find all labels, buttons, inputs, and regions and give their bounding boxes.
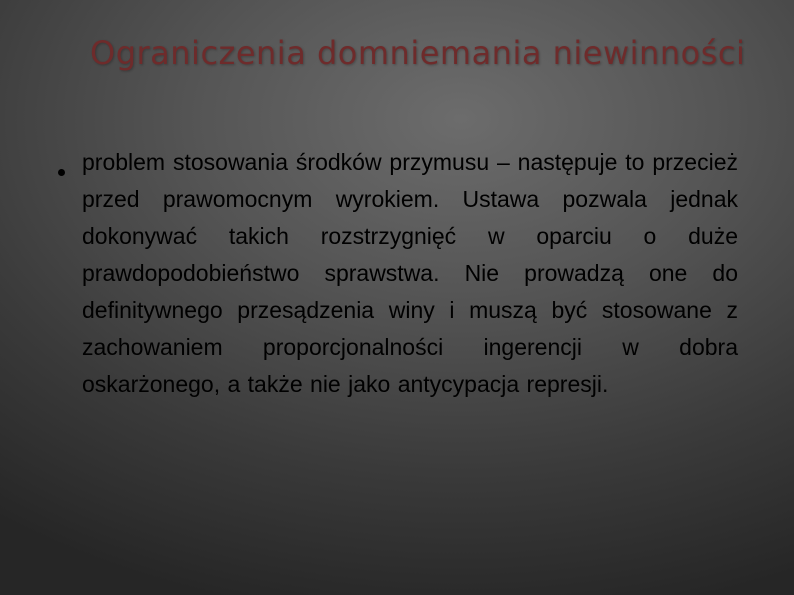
bullet-dot-icon [58,169,65,176]
bullet-text: problem stosowania środków przymusu – następuje to przecież przed prawomocnym wyrokiem. Ustawa pozwala jednak dokonywać takich rozstrzygnięć w oparciu o duże prawdopodobieństwo sprawstwa. Nie prowadzą one do definitywnego przesądzenia winy i muszą być stosowane z zachowaniem proporcjonalności ingerencji w dobra oskarżonego, a także nie jako antycypacja represji. [82,149,738,397]
bullet-list [58,144,738,403]
slide-title: Ograniczenia domniemania niewinności [90,34,746,72]
bullet-item [58,144,738,403]
